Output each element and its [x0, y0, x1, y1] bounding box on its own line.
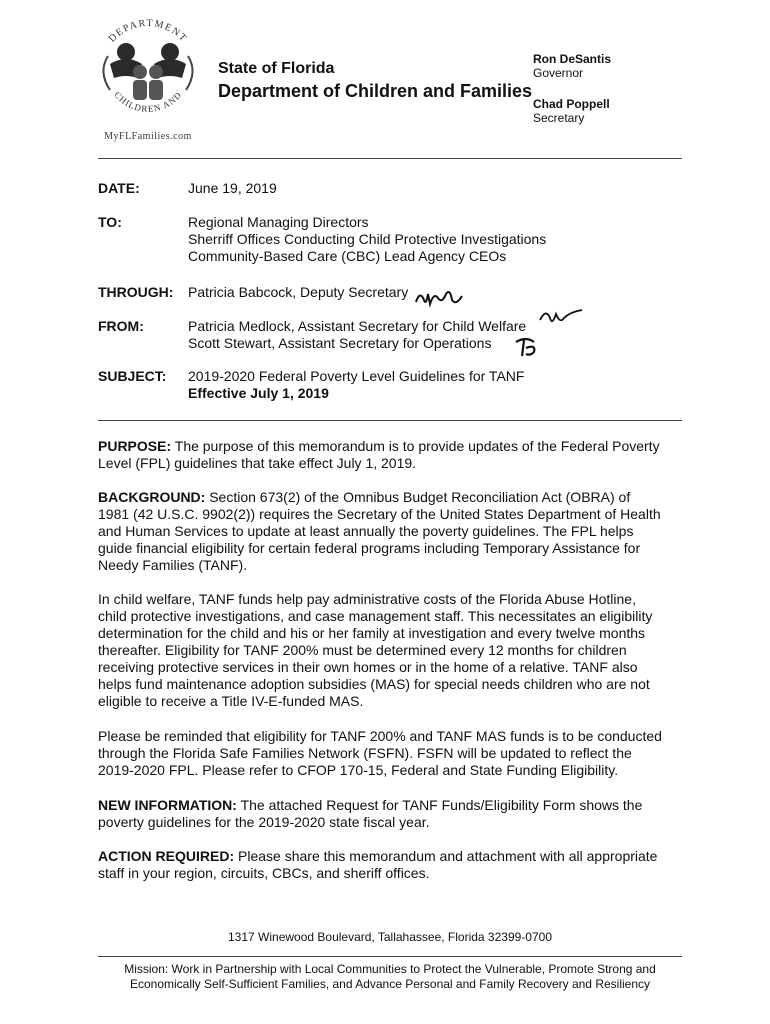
svg-text:DEPARTMENT: DEPARTMENT [106, 17, 190, 45]
footer-address: 1317 Winewood Boulevard, Tallahassee, Florida 32399-0700 [228, 930, 552, 944]
subject-line: 2019-2020 Federal Poverty Level Guidelines for TANF [188, 368, 525, 384]
action-required-heading: ACTION REQUIRED: [98, 848, 235, 864]
mission-statement: Mission: Work in Partnership with Local Communities to Protect the Vulnerable, Promote Strong and Economically Self-Sufficient Families, and Advance Personal and Family Recovery and Resiliency [124, 962, 656, 991]
department-name: Department of Children and Families [218, 81, 533, 101]
date-value: June 19, 2019 [188, 180, 277, 196]
secretary-name: Chad Poppell [533, 97, 610, 111]
child-welfare-paragraph: In child welfare, TANF funds help pay administrative costs of the Florida Abuse Hotline, child protective investigations, and case management staff. This necessitates an eligibility determination for the child and his or her family at investigation and every twelve months thereafter. Eligibility for TANF 200% must be determined every 12 months for children receiving protective services in their own homes or in the home of a relative. TANF also helps fund maintenance adoption subsidies (MAS) for special needs children who are not eligible to receive a Title IV-E-funded MAS. [98, 591, 653, 709]
assistant-secretary-operations-initials-signature [512, 334, 542, 360]
from-label: FROM: [98, 318, 144, 334]
purpose-heading: PURPOSE: [98, 438, 172, 454]
purpose-paragraph: PURPOSE: The purpose of this memorandum is to provide updates of the Federal Poverty Level (FPL) guidelines that take effect July 1, 2019. [98, 438, 660, 471]
secretary-block [533, 97, 653, 125]
svg-text:CHILDREN AND: CHILDREN AND [112, 89, 184, 114]
recipient-line: Community-Based Care (CBC) Lead Agency CEOs [188, 248, 507, 264]
new-information-heading: NEW INFORMATION: [98, 797, 237, 813]
footer-divider [98, 956, 682, 957]
assistant-secretary-welfare-initials-signature [538, 306, 584, 332]
secretary-title: Secretary [533, 111, 585, 125]
background-heading: BACKGROUND: [98, 489, 206, 505]
through-label: THROUGH: [98, 284, 174, 300]
subject-label: SUBJECT: [98, 368, 167, 384]
sender-line: Scott Stewart, Assistant Secretary for Operations [188, 335, 492, 351]
governor-name: Ron DeSantis [533, 52, 612, 66]
background-paragraph: BACKGROUND: Section 673(2) of the Omnibus Budget Reconciliation Act (OBRA) of 1981 (42 U.S.C. 9902(2)) requires the Secretary of the United States Department of Health and Human Services to update at least annually the poverty guidelines. The FPL helps guide financial eligibility for certain federal programs including Temporary Assistance for Needy Families (TANF). [98, 489, 661, 573]
sender-line: Patricia Medlock, Assistant Secretary for Child Welfare [188, 318, 527, 334]
site-url: MyFLFamilies.com [104, 131, 192, 142]
header-divider [98, 158, 682, 159]
governor-block [533, 52, 653, 80]
action-required-paragraph: ACTION REQUIRED: Please share this memorandum and attachment with all appropriate staff in your region, circuits, CBCs, and sheriff offices. [98, 848, 658, 881]
new-information-paragraph: NEW INFORMATION: The attached Request for TANF Funds/Eligibility Form shows the poverty guidelines for the 2019-2020 state fiscal year. [98, 797, 643, 830]
to-label: TO: [98, 214, 122, 230]
recipient-line: Regional Managing Directors [188, 214, 369, 230]
recipient-line: Sherriff Offices Conducting Child Protective Investigations [188, 231, 547, 247]
governor-title: Governor [533, 66, 584, 80]
state-name: State of Florida [218, 60, 335, 77]
department-seal-logo [88, 16, 208, 128]
date-label: DATE: [98, 180, 140, 196]
reminder-paragraph: Please be reminded that eligibility for TANF 200% and TANF MAS funds is to be conducted through the Florida Safe Families Network (FSFN). FSFN will be updated to reflect the 2019-2020 FPL. Please refer to CFOP 170-15, Federal and State Funding Eligibility. [98, 728, 662, 778]
through-value: Patricia Babcock, Deputy Secretary [188, 284, 409, 300]
subject-divider [98, 420, 682, 421]
deputy-secretary-initials-signature [414, 284, 466, 310]
subject-effective-date: Effective July 1, 2019 [188, 385, 329, 401]
